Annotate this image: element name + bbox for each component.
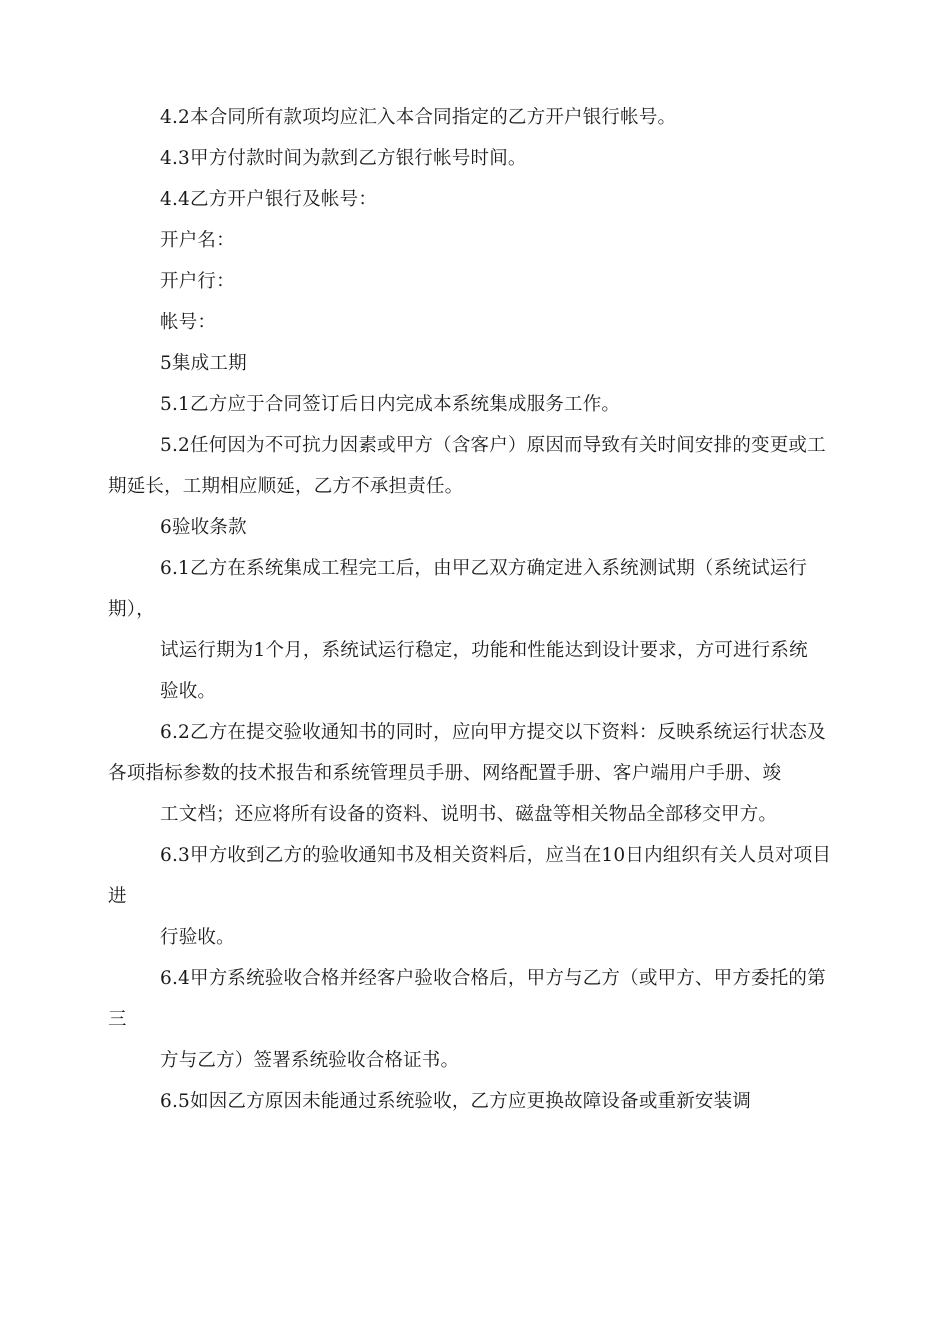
clause-6-1-continued: 试运行期为1个月，系统试运行稳定，功能和性能达到设计要求，方可进行系统 [160,640,808,661]
clause-4-2: 4.2本合同所有款项均应汇入本合同指定的乙方开户银行帐号。 [160,107,677,128]
clause-4-3: 4.3甲方付款时间为款到乙方银行帐号时间。 [160,148,527,169]
clause-6-1-end: 验收。 [160,681,217,702]
clause-5-2: 5.2任何因为不可抗力因素或甲方（含客户）原因而导致有关时间安排的变更或工期延长，工期相应顺延，乙方不承担责任。 [108,435,826,497]
clause-4-4: 4.4乙方开户银行及帐号： [160,189,378,210]
clause-6-4-continued: 方与乙方）签署系统验收合格证书。 [160,1050,460,1071]
clause-6-3-continued: 行验收。 [160,927,235,948]
section-6-heading: 6验收条款 [160,517,247,538]
bank-line: 开户行： [160,271,235,292]
clause-6-2-continued: 工文档；还应将所有设备的资料、说明书、磁盘等相关物品全部移交甲方。 [160,804,778,825]
section-5-heading: 5集成工期 [160,353,247,374]
clause-5-1: 5.1乙方应于合同签订后日内完成本系统集成服务工作。 [160,394,621,415]
account-number-line: 帐号： [160,312,217,333]
account-name-line: 开户名： [160,230,235,251]
clause-6-5: 6.5如因乙方原因未能通过系统验收，乙方应更换故障设备或重新安装调 [160,1091,752,1112]
clause-6-4: 6.4甲方系统验收合格并经客户验收合格后，甲方与乙方（或甲方、甲方委托的第三 [108,968,826,1030]
clause-6-1: 6.1乙方在系统集成工程完工后，由甲乙双方确定进入系统测试期（系统试运行期）， [108,558,808,620]
clause-6-2: 6.2乙方在提交验收通知书的同时，应向甲方提交以下资料：反映系统运行状态及各项指标参数的技术报告和系统管理员手册、网络配置手册、客户端用户手册、竣 [108,722,826,784]
clause-6-3: 6.3甲方收到乙方的验收通知书及相关资料后，应当在10日内组织有关人员对项目进 [108,845,832,907]
document-body [108,97,844,1122]
